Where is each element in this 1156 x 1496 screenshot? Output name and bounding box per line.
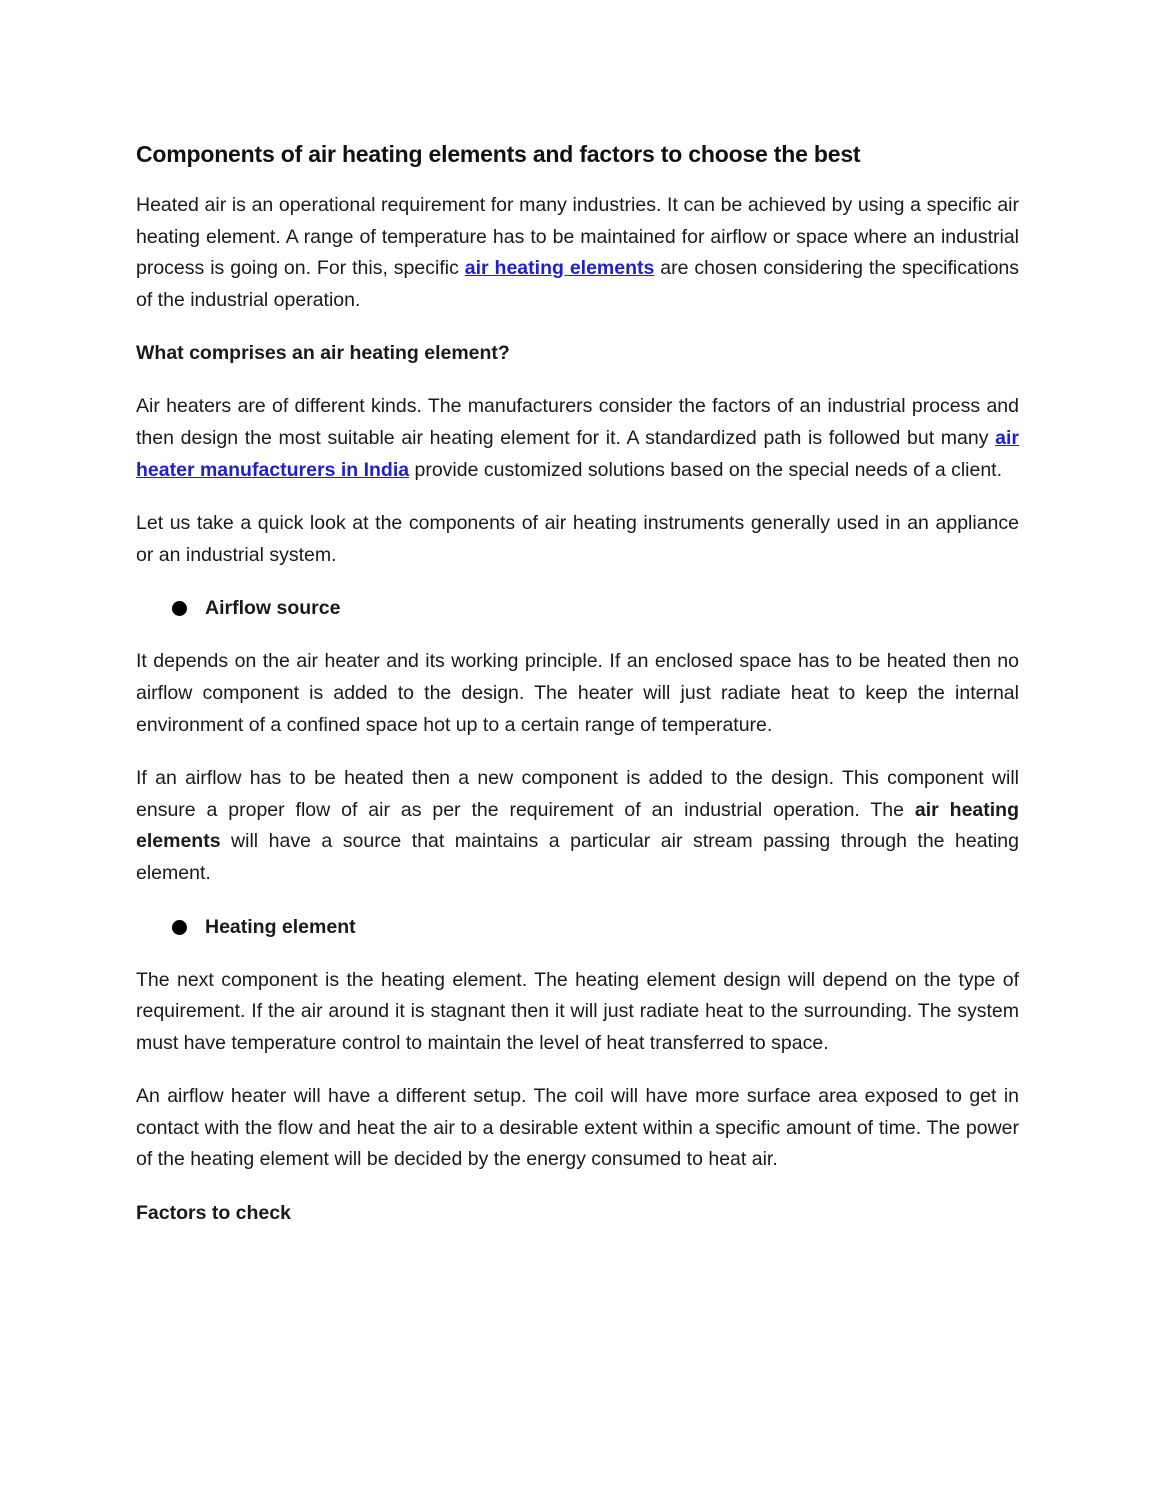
bullet-dot-icon — [172, 601, 187, 616]
document-page — [136, 138, 1019, 1251]
bullet-dot-icon — [172, 920, 187, 935]
section-heading-factors: Factors to check — [136, 1202, 291, 1225]
airflow-bold-text: air heating elements — [136, 798, 1019, 853]
section-heading-components: What comprises an air heating element? — [136, 342, 510, 365]
manufacturers-text-before: Air heaters are of different kinds. The manufacturers consider the factors of an industrial process and then design the most suitable air heating element for it. A standardized path is followed but many — [136, 395, 1019, 449]
airflow-text-before: If an airflow has to be heated then a new component is added to the design. This component will ensure a proper flow of air as per the requirement of an industrial operation. The — [136, 767, 1019, 821]
airflow-text-after: will have a source that maintains a particular air stream passing through the heating element. — [136, 830, 1019, 884]
bullet-airflow-source — [136, 593, 1019, 624]
heating-element-paragraph-2: An airflow heater will have a different setup. The coil will have more surface area exposed to get in contact with the flow and heat the air to a desirable extent within a specific amount of time. The power of the heating element will be decided by the energy consumed to heat air. — [136, 1085, 1019, 1171]
heating-element-paragraph-1: The next component is the heating element. The heating element design will depend on the type of requirement. If the air around it is stagnant then it will just radiate heat to the surrounding. The system must have temperature control to maintain the level of heat transferred to space. — [136, 968, 1019, 1054]
bullet-heating-element — [136, 912, 1019, 943]
document-title: Components of air heating elements and factors to choose the best — [136, 141, 861, 167]
manufacturers-paragraph — [136, 391, 1019, 486]
manufacturers-text-after: provide customized solutions based on the special needs of a client. — [409, 458, 1003, 481]
airflow-paragraph-2 — [136, 763, 1019, 889]
intro-text-after: are chosen considering the specifications of the industrial operation. — [136, 257, 1020, 311]
bullet-label: Heating element — [205, 915, 356, 938]
air-heating-elements-link[interactable]: air heating elements — [464, 257, 655, 280]
intro-paragraph — [136, 190, 1019, 316]
bullet-label: Airflow source — [205, 597, 341, 620]
air-heater-manufacturers-link[interactable]: air heater manufacturers in India — [136, 426, 1019, 481]
airflow-paragraph-1: It depends on the air heater and its working principle. If an enclosed space has to be heated then no airflow component is added to the design. The heater will just radiate heat to keep the internal environment of a confined space hot up to a certain range of temperature. — [136, 650, 1019, 736]
intro-text-before: Heated air is an operational requirement for many industries. It can be achieved by using a specific air heating element. A range of temperature has to be maintained for airflow or space where an industrial process is going on. For this, specific — [136, 194, 1019, 280]
quick-look-paragraph: Let us take a quick look at the components of air heating instruments generally used in an appliance or an industrial system. — [136, 512, 1019, 566]
